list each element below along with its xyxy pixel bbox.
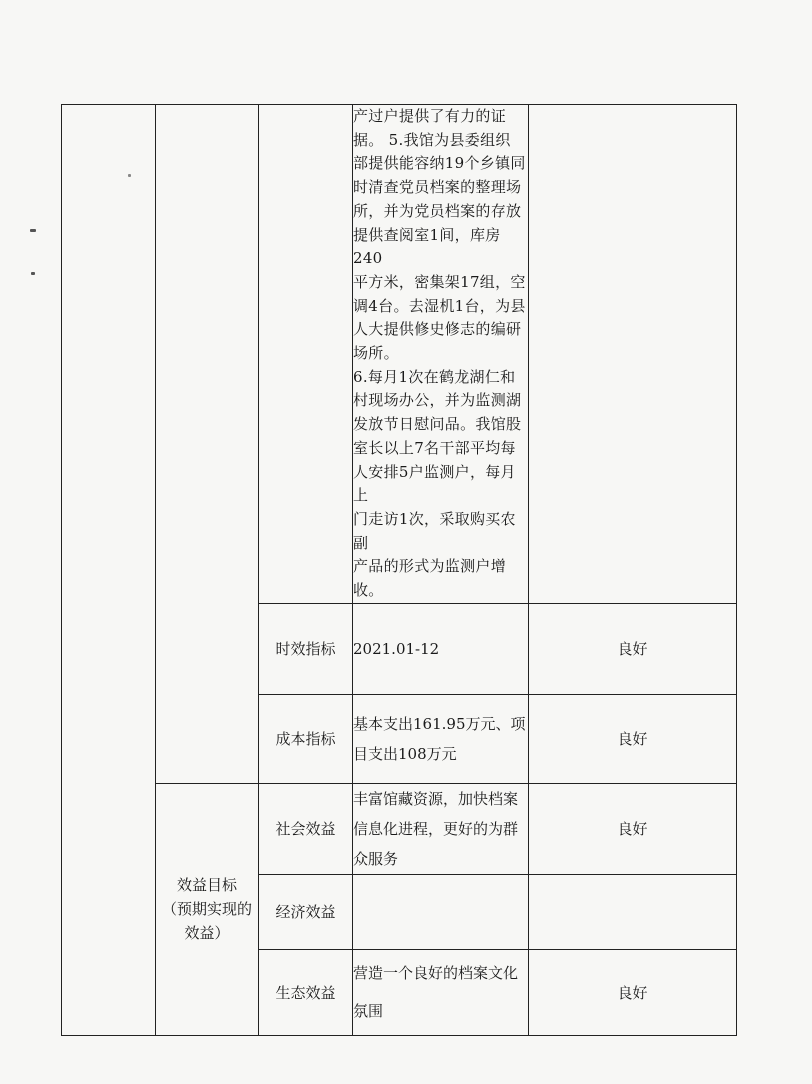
rating-cell	[529, 105, 737, 604]
category-cell	[62, 105, 156, 1036]
rating-value: 良好	[529, 949, 737, 1035]
indicator-value: 2021.01-12	[353, 603, 529, 694]
indicator-value	[353, 874, 529, 949]
scan-speck	[31, 272, 35, 275]
performance-table	[61, 104, 737, 1036]
indicator-cell	[259, 105, 353, 604]
rating-value	[529, 874, 737, 949]
rating-value: 良好	[529, 694, 737, 783]
table-row	[62, 783, 737, 874]
indicator-name: 社会效益	[259, 783, 353, 874]
indicator-name: 成本指标	[259, 694, 353, 783]
rating-value: 良好	[529, 603, 737, 694]
indicator-name: 时效指标	[259, 603, 353, 694]
scan-speck	[30, 229, 36, 232]
indicator-name: 经济效益	[259, 874, 353, 949]
indicator-value: 营造一个良好的档案文化 氛围	[353, 949, 529, 1035]
benefit-goal-label: 效益目标 （预期实现的 效益）	[156, 783, 259, 1035]
indicator-name: 生态效益	[259, 949, 353, 1035]
rating-value: 良好	[529, 783, 737, 874]
indicator-value: 基本支出161.95万元、项 目支出108万元	[353, 694, 529, 783]
table-row	[62, 105, 737, 604]
subcategory-cell	[156, 105, 259, 784]
indicator-detail-text: 产过户提供了有力的证 据。 5.我馆为县委组织 部提供能容纳19个乡镇同 时清查党员档案的整理场 所，并为党员档案的存放 提供查阅室1间，库房240 平方米，密集架17组，空 调4台。去湿机1台，为县 人大提供修史修志的编研 场所。 6.每月1次在鹤龙湖仁和 村现场办公，并为监测湖 发放节日慰问品。我馆股 室长以上7名干部平均每 人安排5户监测户，每月上 门走访1次，采取购买农副 产品的形式为监测户增 收。	[353, 105, 529, 604]
indicator-value: 丰富馆藏资源，加快档案 信息化进程，更好的为群 众服务	[353, 783, 529, 874]
